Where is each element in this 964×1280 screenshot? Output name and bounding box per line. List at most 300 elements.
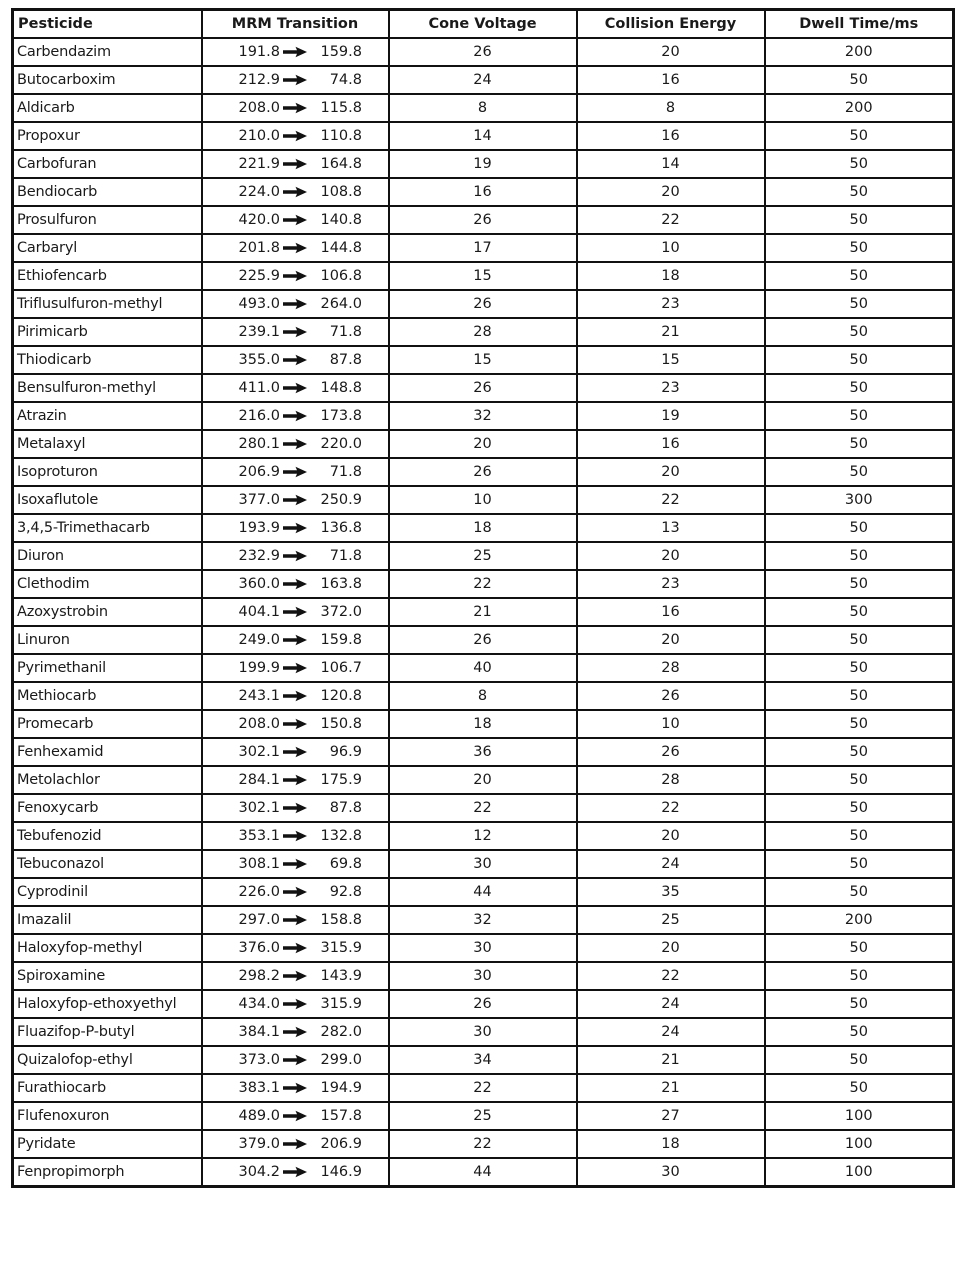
mrm-transition-cell: [202, 94, 389, 122]
mrm-transition: [228, 1019, 362, 1045]
product-mass: 264.0: [320, 296, 362, 312]
pesticide-name-cell: [13, 794, 202, 822]
dwell-time-value: 50: [849, 716, 868, 732]
collision-energy-value: 16: [661, 436, 680, 452]
table-row: [13, 598, 954, 626]
product-mass: 110.8: [320, 128, 362, 144]
pesticide-name: Haloxyfop-methyl: [17, 940, 143, 956]
mrm-transition: [228, 599, 362, 625]
dwell-time-value: 50: [849, 744, 868, 760]
precursor-mass: 280.1: [238, 436, 280, 452]
right-arrow-icon: [282, 438, 308, 450]
collision-energy-cell: [577, 906, 765, 934]
dwell-time-cell: [765, 542, 954, 570]
table-row: [13, 290, 954, 318]
collision-energy-value: 26: [661, 688, 680, 704]
pesticide-name-cell: [13, 1074, 202, 1102]
cone-voltage-value: 8: [477, 688, 488, 704]
dwell-time-value: 50: [849, 940, 868, 956]
cone-voltage-value: 25: [473, 1108, 492, 1124]
pesticide-name-cell: [13, 1046, 202, 1074]
cone-voltage-value: 26: [473, 380, 492, 396]
collision-energy-value: 10: [661, 240, 680, 256]
pesticide-name-cell: [13, 290, 202, 318]
dwell-time-value: 50: [849, 884, 868, 900]
dwell-time-cell: [765, 402, 954, 430]
collision-energy-value: 19: [661, 408, 680, 424]
table-row: [13, 1046, 954, 1074]
cone-voltage-cell: [389, 1158, 577, 1187]
mrm-transition-cell: [202, 682, 389, 710]
dwell-time-value: 50: [849, 352, 868, 368]
mrm-transition: [228, 123, 362, 149]
precursor-mass: 355.0: [238, 352, 280, 368]
collision-energy-value: 15: [661, 352, 680, 368]
precursor-mass: 212.9: [238, 72, 280, 88]
cone-voltage-cell: [389, 262, 577, 290]
pesticide-name-cell: [13, 962, 202, 990]
collision-energy-cell: [577, 850, 765, 878]
table-row: [13, 794, 954, 822]
cone-voltage-cell: [389, 1046, 577, 1074]
right-arrow-icon: [282, 690, 308, 702]
mrm-transition: [228, 459, 362, 485]
cone-voltage-cell: [389, 486, 577, 514]
cone-voltage-cell: [389, 458, 577, 486]
collision-energy-cell: [577, 346, 765, 374]
precursor-mass: 191.8: [238, 44, 280, 60]
table-row: [13, 430, 954, 458]
cone-voltage-cell: [389, 990, 577, 1018]
mrm-transition-cell: [202, 486, 389, 514]
precursor-mass: 193.9: [238, 520, 280, 536]
right-arrow-icon: [282, 718, 308, 730]
collision-energy-cell: [577, 430, 765, 458]
mrm-transition: [228, 487, 362, 513]
dwell-time-cell: [765, 934, 954, 962]
table-row: [13, 514, 954, 542]
cone-voltage-cell: [389, 794, 577, 822]
right-arrow-icon: [282, 298, 308, 310]
right-arrow-icon: [282, 886, 308, 898]
pesticide-name: Clethodim: [17, 576, 90, 592]
dwell-time-value: 50: [849, 520, 868, 536]
precursor-mass: 206.9: [238, 464, 280, 480]
table-row: [13, 66, 954, 94]
product-mass: 108.8: [320, 184, 362, 200]
product-mass: 87.8: [329, 800, 362, 816]
cone-voltage-value: 36: [473, 744, 492, 760]
product-mass: 146.9: [320, 1164, 362, 1180]
collision-energy-value: 21: [661, 324, 680, 340]
right-arrow-icon: [282, 662, 308, 674]
cone-voltage-value: 26: [473, 632, 492, 648]
cone-voltage-value: 20: [473, 436, 492, 452]
collision-energy-value: 22: [661, 212, 680, 228]
product-mass: 92.8: [329, 884, 362, 900]
mrm-transition: [228, 235, 362, 261]
collision-energy-cell: [577, 710, 765, 738]
mrm-transition: [228, 655, 362, 681]
table-row: [13, 1102, 954, 1130]
cone-voltage-value: 28: [473, 324, 492, 340]
product-mass: 158.8: [320, 912, 362, 928]
collision-energy-value: 22: [661, 492, 680, 508]
product-mass: 159.8: [320, 44, 362, 60]
dwell-time-cell: [765, 878, 954, 906]
dwell-time-value: 50: [849, 184, 868, 200]
table-row: [13, 38, 954, 66]
right-arrow-icon: [282, 74, 308, 86]
collision-energy-cell: [577, 878, 765, 906]
right-arrow-icon: [282, 130, 308, 142]
product-mass: 173.8: [320, 408, 362, 424]
dwell-time-value: 50: [849, 604, 868, 620]
mrm-transition-cell: [202, 514, 389, 542]
right-arrow-icon: [282, 410, 308, 422]
table-body: [13, 38, 954, 1187]
mrm-transition-cell: [202, 206, 389, 234]
precursor-mass: 377.0: [238, 492, 280, 508]
dwell-time-value: 50: [849, 576, 868, 592]
dwell-time-value: 50: [849, 1024, 868, 1040]
cone-voltage-value: 26: [473, 464, 492, 480]
pesticide-name-cell: [13, 402, 202, 430]
cone-voltage-value: 44: [473, 1164, 492, 1180]
cone-voltage-value: 16: [473, 184, 492, 200]
cone-voltage-value: 24: [473, 72, 492, 88]
pesticide-name-cell: [13, 598, 202, 626]
cone-voltage-value: 18: [473, 520, 492, 536]
table-row: [13, 150, 954, 178]
collision-energy-cell: [577, 94, 765, 122]
table-row: [13, 94, 954, 122]
header-pesticide: Pesticide: [13, 10, 202, 39]
product-mass: 250.9: [320, 492, 362, 508]
dwell-time-cell: [765, 374, 954, 402]
cone-voltage-cell: [389, 962, 577, 990]
mrm-transition-cell: [202, 710, 389, 738]
collision-energy-cell: [577, 290, 765, 318]
precursor-mass: 373.0: [238, 1052, 280, 1068]
precursor-mass: 308.1: [238, 856, 280, 872]
cone-voltage-value: 26: [473, 44, 492, 60]
right-arrow-icon: [282, 354, 308, 366]
cone-voltage-cell: [389, 906, 577, 934]
product-mass: 143.9: [320, 968, 362, 984]
right-arrow-icon: [282, 942, 308, 954]
collision-energy-cell: [577, 1102, 765, 1130]
mrm-transition: [228, 991, 362, 1017]
cone-voltage-value: 26: [473, 996, 492, 1012]
collision-energy-cell: [577, 206, 765, 234]
right-arrow-icon: [282, 578, 308, 590]
product-mass: 69.8: [329, 856, 362, 872]
collision-energy-value: 22: [661, 800, 680, 816]
dwell-time-cell: [765, 1130, 954, 1158]
collision-energy-cell: [577, 318, 765, 346]
dwell-time-cell: [765, 626, 954, 654]
cone-voltage-cell: [389, 710, 577, 738]
precursor-mass: 302.1: [238, 800, 280, 816]
table-row: [13, 682, 954, 710]
pesticide-name-cell: [13, 1130, 202, 1158]
pesticide-name: Carbendazim: [17, 44, 111, 60]
right-arrow-icon: [282, 606, 308, 618]
product-mass: 136.8: [320, 520, 362, 536]
product-mass: 175.9: [320, 772, 362, 788]
dwell-time-value: 100: [844, 1164, 873, 1180]
table-row: [13, 878, 954, 906]
pesticide-name-cell: [13, 346, 202, 374]
collision-energy-value: 10: [661, 716, 680, 732]
cone-voltage-value: 22: [473, 1080, 492, 1096]
mrm-transition-cell: [202, 1018, 389, 1046]
mrm-transition-cell: [202, 122, 389, 150]
collision-energy-cell: [577, 598, 765, 626]
right-arrow-icon: [282, 466, 308, 478]
dwell-time-cell: [765, 262, 954, 290]
product-mass: 144.8: [320, 240, 362, 256]
right-arrow-icon: [282, 634, 308, 646]
table-row: [13, 178, 954, 206]
mrm-transition: [228, 431, 362, 457]
table-row: [13, 374, 954, 402]
right-arrow-icon: [282, 1166, 308, 1178]
table-row: [13, 234, 954, 262]
cone-voltage-cell: [389, 206, 577, 234]
mrm-transition: [228, 879, 362, 905]
table-row: [13, 122, 954, 150]
collision-energy-value: 16: [661, 604, 680, 620]
pesticide-name-cell: [13, 570, 202, 598]
pesticide-name: Fluazifop-P-butyl: [17, 1024, 135, 1040]
precursor-mass: 243.1: [238, 688, 280, 704]
precursor-mass: 420.0: [238, 212, 280, 228]
mrm-transition: [228, 291, 362, 317]
dwell-time-cell: [765, 1018, 954, 1046]
pesticide-name: Prosulfuron: [17, 212, 97, 228]
cone-voltage-cell: [389, 290, 577, 318]
cone-voltage-value: 30: [473, 856, 492, 872]
dwell-time-value: 50: [849, 408, 868, 424]
precursor-mass: 249.0: [238, 632, 280, 648]
collision-energy-value: 23: [661, 380, 680, 396]
product-mass: 71.8: [329, 548, 362, 564]
right-arrow-icon: [282, 970, 308, 982]
cone-voltage-value: 20: [473, 772, 492, 788]
pesticide-name: Pirimicarb: [17, 324, 88, 340]
mrm-transition-cell: [202, 850, 389, 878]
precursor-mass: 239.1: [238, 324, 280, 340]
dwell-time-value: 50: [849, 968, 868, 984]
table-row: [13, 458, 954, 486]
mrm-transition-cell: [202, 1046, 389, 1074]
product-mass: 106.8: [320, 268, 362, 284]
product-mass: 194.9: [320, 1080, 362, 1096]
dwell-time-value: 50: [849, 660, 868, 676]
mrm-transition-cell: [202, 318, 389, 346]
pesticide-name: Fenpropimorph: [17, 1164, 125, 1180]
table-row: [13, 318, 954, 346]
pesticide-name: Cyprodinil: [17, 884, 88, 900]
collision-energy-value: 25: [661, 912, 680, 928]
dwell-time-value: 50: [849, 268, 868, 284]
pesticide-name: Fenoxycarb: [17, 800, 99, 816]
table-row: [13, 654, 954, 682]
mrm-transition: [228, 627, 362, 653]
dwell-time-cell: [765, 682, 954, 710]
table-row: [13, 262, 954, 290]
precursor-mass: 201.8: [238, 240, 280, 256]
dwell-time-value: 100: [844, 1108, 873, 1124]
dwell-time-cell: [765, 150, 954, 178]
product-mass: 282.0: [320, 1024, 362, 1040]
pesticide-name: Bensulfuron-methyl: [17, 380, 156, 396]
right-arrow-icon: [282, 46, 308, 58]
right-arrow-icon: [282, 550, 308, 562]
pesticide-name-cell: [13, 150, 202, 178]
cone-voltage-cell: [389, 934, 577, 962]
collision-energy-value: 30: [661, 1164, 680, 1180]
pesticide-name: Ethiofencarb: [17, 268, 107, 284]
table-row: [13, 402, 954, 430]
collision-energy-cell: [577, 1158, 765, 1187]
mrm-transition: [228, 739, 362, 765]
dwell-time-value: 50: [849, 380, 868, 396]
pesticide-name-cell: [13, 66, 202, 94]
precursor-mass: 297.0: [238, 912, 280, 928]
precursor-mass: 404.1: [238, 604, 280, 620]
collision-energy-value: 20: [661, 548, 680, 564]
collision-energy-value: 13: [661, 520, 680, 536]
mrm-transition-cell: [202, 290, 389, 318]
mrm-transition: [228, 319, 362, 345]
table-row: [13, 1018, 954, 1046]
precursor-mass: 434.0: [238, 996, 280, 1012]
mrm-transition: [228, 963, 362, 989]
collision-energy-cell: [577, 794, 765, 822]
dwell-time-value: 50: [849, 828, 868, 844]
precursor-mass: 208.0: [238, 100, 280, 116]
dwell-time-cell: [765, 1074, 954, 1102]
cone-voltage-value: 10: [473, 492, 492, 508]
pesticide-name: Tebufenozid: [17, 828, 102, 844]
collision-energy-value: 21: [661, 1080, 680, 1096]
collision-energy-value: 8: [665, 100, 676, 116]
collision-energy-cell: [577, 1046, 765, 1074]
collision-energy-value: 18: [661, 268, 680, 284]
precursor-mass: 360.0: [238, 576, 280, 592]
cone-voltage-value: 19: [473, 156, 492, 172]
cone-voltage-cell: [389, 234, 577, 262]
dwell-time-value: 50: [849, 240, 868, 256]
mrm-transition-cell: [202, 598, 389, 626]
dwell-time-cell: [765, 1158, 954, 1187]
table-row: [13, 1074, 954, 1102]
dwell-time-value: 50: [849, 1052, 868, 1068]
precursor-mass: 411.0: [238, 380, 280, 396]
product-mass: 74.8: [329, 72, 362, 88]
pesticide-name: Thiodicarb: [17, 352, 92, 368]
mrm-transition: [228, 711, 362, 737]
mrm-transition: [228, 1075, 362, 1101]
precursor-mass: 376.0: [238, 940, 280, 956]
header-row: [13, 10, 954, 39]
product-mass: 315.9: [320, 940, 362, 956]
cone-voltage-cell: [389, 822, 577, 850]
product-mass: 87.8: [329, 352, 362, 368]
pesticide-name: Pyrimethanil: [17, 660, 106, 676]
dwell-time-cell: [765, 1102, 954, 1130]
right-arrow-icon: [282, 494, 308, 506]
mrm-transition: [228, 851, 362, 877]
cone-voltage-value: 15: [473, 268, 492, 284]
cone-voltage-cell: [389, 430, 577, 458]
pesticide-name-cell: [13, 486, 202, 514]
collision-energy-value: 18: [661, 1136, 680, 1152]
cone-voltage-cell: [389, 738, 577, 766]
pesticide-name: Aldicarb: [17, 100, 75, 116]
collision-energy-cell: [577, 822, 765, 850]
dwell-time-cell: [765, 990, 954, 1018]
pesticide-name-cell: [13, 990, 202, 1018]
dwell-time-cell: [765, 822, 954, 850]
mrm-transition: [228, 67, 362, 93]
collision-energy-value: 23: [661, 576, 680, 592]
pesticide-name: Azoxystrobin: [17, 604, 108, 620]
cone-voltage-cell: [389, 1074, 577, 1102]
mrm-transition-cell: [202, 654, 389, 682]
pesticide-name-cell: [13, 1158, 202, 1187]
cone-voltage-value: 30: [473, 968, 492, 984]
dwell-time-cell: [765, 654, 954, 682]
table-row: [13, 962, 954, 990]
dwell-time-cell: [765, 458, 954, 486]
precursor-mass: 493.0: [238, 296, 280, 312]
dwell-time-cell: [765, 486, 954, 514]
right-arrow-icon: [282, 102, 308, 114]
cone-voltage-cell: [389, 94, 577, 122]
mrm-transition: [228, 151, 362, 177]
table-row: [13, 626, 954, 654]
collision-energy-value: 22: [661, 968, 680, 984]
pesticide-name-cell: [13, 850, 202, 878]
collision-energy-cell: [577, 1130, 765, 1158]
mrm-transition: [228, 767, 362, 793]
pesticide-name-cell: [13, 262, 202, 290]
cone-voltage-value: 44: [473, 884, 492, 900]
product-mass: 106.7: [320, 660, 362, 676]
collision-energy-cell: [577, 1074, 765, 1102]
dwell-time-cell: [765, 710, 954, 738]
right-arrow-icon: [282, 1138, 308, 1150]
pesticide-name: Isoproturon: [17, 464, 98, 480]
right-arrow-icon: [282, 914, 308, 926]
mrm-transition-cell: [202, 626, 389, 654]
cone-voltage-cell: [389, 178, 577, 206]
precursor-mass: 199.9: [238, 660, 280, 676]
dwell-time-value: 50: [849, 800, 868, 816]
cone-voltage-cell: [389, 122, 577, 150]
dwell-time-cell: [765, 794, 954, 822]
right-arrow-icon: [282, 214, 308, 226]
collision-energy-value: 14: [661, 156, 680, 172]
table-row: [13, 346, 954, 374]
cone-voltage-cell: [389, 514, 577, 542]
precursor-mass: 216.0: [238, 408, 280, 424]
cone-voltage-value: 30: [473, 1024, 492, 1040]
